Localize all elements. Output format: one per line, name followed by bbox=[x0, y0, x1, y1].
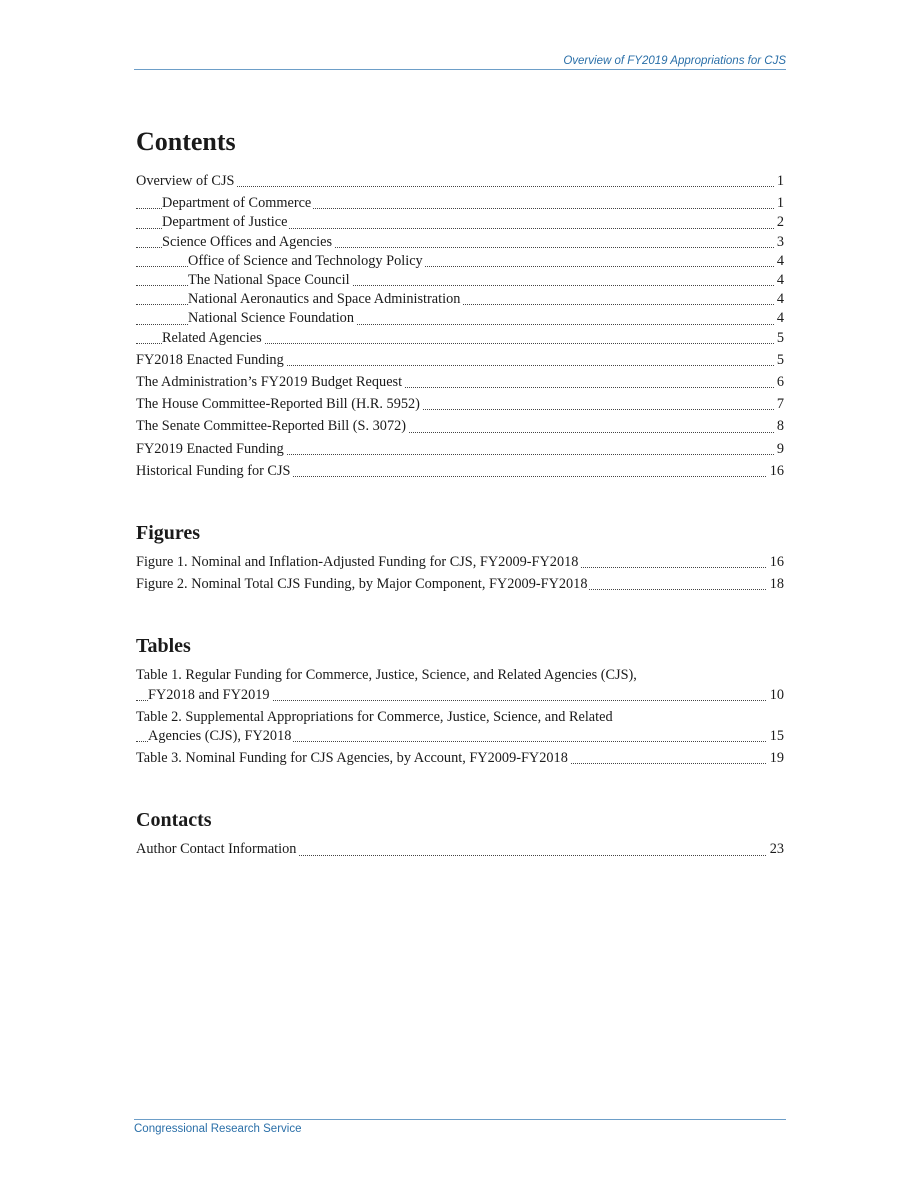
toc-entry-author-contact[interactable]: Author Contact Information 23 bbox=[136, 840, 784, 859]
toc-entry-national-space-council[interactable]: The National Space Council 4 bbox=[136, 271, 784, 290]
toc-entry-figure-2[interactable]: Figure 2. Nominal Total CJS Funding, by Major Component, FY2009-FY2018 18 bbox=[136, 575, 784, 594]
toc-entry-table-3[interactable]: Table 3. Nominal Funding for CJS Agencies, by Account, FY2009-FY2018 19 bbox=[136, 749, 784, 768]
page-number: 4 bbox=[774, 271, 784, 290]
toc-entry-fy2019-enacted[interactable]: FY2019 Enacted Funding 9 bbox=[136, 440, 784, 459]
contacts-heading: Contacts bbox=[136, 809, 212, 832]
toc-entry-fy2018-enacted[interactable]: FY2018 Enacted Funding 5 bbox=[136, 351, 784, 370]
toc-entry-ostp[interactable]: Office of Science and Technology Policy 4 bbox=[136, 252, 784, 271]
page-number: 4 bbox=[774, 309, 784, 328]
page-number: 5 bbox=[774, 329, 784, 348]
toc-entry-table-2[interactable]: Table 2. Supplemental Appropriations for Commerce, Justice, Science, and Related Agencies (CJS), FY2018 15 bbox=[136, 708, 784, 746]
page-number: 1 bbox=[774, 172, 784, 191]
toc-entry-historical-funding[interactable]: Historical Funding for CJS 16 bbox=[136, 462, 784, 481]
page-number: 23 bbox=[767, 840, 784, 859]
toc-entry-related-agencies[interactable]: Related Agencies 5 bbox=[136, 329, 784, 348]
contents-list bbox=[136, 172, 784, 481]
figures-heading: Figures bbox=[136, 522, 201, 545]
toc-entry-senate-bill[interactable]: The Senate Committee-Reported Bill (S. 3072) 8 bbox=[136, 417, 784, 436]
page-number: 4 bbox=[774, 290, 784, 309]
tables-heading: Tables bbox=[136, 635, 191, 658]
toc-entry-figure-1[interactable]: Figure 1. Nominal and Inflation-Adjusted Funding for CJS, FY2009-FY2018 16 bbox=[136, 553, 784, 572]
toc-entry-overview-of-cjs[interactable]: Overview of CJS 1 bbox=[136, 172, 784, 191]
page-number: 10 bbox=[767, 686, 784, 705]
toc-entry-house-bill[interactable]: The House Committee-Reported Bill (H.R. 5952) 7 bbox=[136, 395, 784, 414]
contents-heading: Contents bbox=[136, 127, 236, 156]
page-number: 8 bbox=[774, 417, 784, 436]
page-number: 7 bbox=[774, 395, 784, 414]
contacts-section bbox=[136, 806, 784, 859]
toc-body bbox=[136, 124, 784, 860]
toc-entry-nsf[interactable]: National Science Foundation 4 bbox=[136, 309, 784, 328]
page-number: 2 bbox=[774, 213, 784, 232]
page-number: 3 bbox=[774, 233, 784, 252]
page-number: 19 bbox=[767, 749, 784, 768]
toc-entry-department-of-commerce[interactable]: Department of Commerce 1 bbox=[136, 194, 784, 213]
page-number: 15 bbox=[767, 727, 784, 746]
page-number: 5 bbox=[774, 351, 784, 370]
running-header: Overview of FY2019 Appropriations for CJS bbox=[134, 55, 786, 70]
page-number: 1 bbox=[774, 194, 784, 213]
tables-section bbox=[136, 632, 784, 768]
toc-entry-budget-request[interactable]: The Administration’s FY2019 Budget Request 6 bbox=[136, 373, 784, 392]
page-number: 6 bbox=[774, 373, 784, 392]
toc-entry-table-1[interactable]: Table 1. Regular Funding for Commerce, Justice, Science, and Related Agencies (CJS), FY2018 and FY2019 10 bbox=[136, 666, 784, 704]
page-number: 18 bbox=[767, 575, 784, 594]
page-footer: Congressional Research Service bbox=[134, 1119, 786, 1135]
figures-section bbox=[136, 519, 784, 594]
toc-entry-nasa[interactable]: National Aeronautics and Space Administration 4 bbox=[136, 290, 784, 309]
page-number: 9 bbox=[774, 440, 784, 459]
page-number: 16 bbox=[767, 553, 784, 572]
toc-entry-science-offices[interactable]: Science Offices and Agencies 3 bbox=[136, 233, 784, 252]
toc-entry-department-of-justice[interactable]: Department of Justice 2 bbox=[136, 213, 784, 232]
page-number: 4 bbox=[774, 252, 784, 271]
page-number: 16 bbox=[767, 462, 784, 481]
